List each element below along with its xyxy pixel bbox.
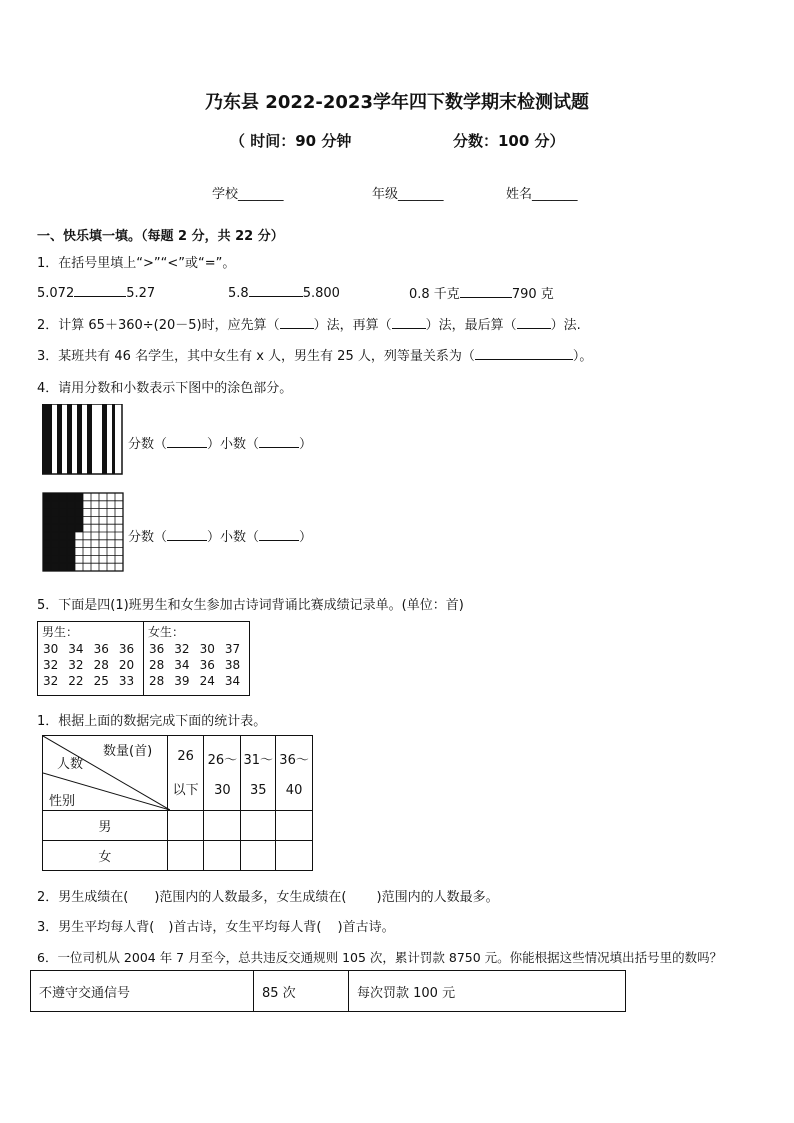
q5-sub2-part-b: )范围内的人数最多，女生成绩在(: [154, 890, 347, 905]
q2-line: [37, 314, 581, 333]
q1-item-1-right: 5.27: [126, 286, 156, 301]
score-cell: 33: [118, 674, 135, 688]
score-cell: 36: [118, 642, 135, 656]
q5-sub3-part-b: )首古诗，女生平均每人背(: [168, 920, 322, 935]
stripe-shaded: [67, 404, 72, 474]
stripe-shaded: [87, 404, 92, 474]
stripe-shaded: [42, 404, 52, 474]
table-row: [144, 641, 245, 657]
answer-cell[interactable]: [241, 811, 276, 841]
table-row: [38, 673, 139, 689]
q4-text: 4．请用分数和小数表示下图中的涂色部分。: [37, 381, 293, 396]
q4-row1-decimal-label: ）小数（: [207, 437, 260, 452]
q2-blank-1[interactable]: [280, 315, 314, 329]
q1-item-3: [409, 283, 554, 302]
page-title: 乃东县 2022-2023学年四下数学期末检测试题: [205, 92, 589, 113]
score-cell: 25: [93, 674, 109, 688]
q4-row2: [128, 526, 312, 545]
q1-blank-3[interactable]: [460, 284, 512, 298]
score-cell: 22: [68, 674, 84, 688]
q1-item-2-left: 5.8: [228, 286, 249, 301]
q2-part-b: ）法，再算（: [313, 318, 392, 333]
q1-item-3-right: 790 克: [511, 287, 554, 302]
range-header: [241, 736, 276, 811]
q5-sub2-part-c: )范围内的人数最多。: [376, 890, 499, 905]
score-cell: 28: [149, 658, 165, 672]
answer-cell[interactable]: [204, 841, 241, 871]
score-cell: 34: [224, 674, 241, 688]
header-gender: 性别: [49, 794, 76, 809]
q1-item-2-right: 5.800: [302, 286, 340, 301]
answer-cell[interactable]: [276, 811, 313, 841]
header-count: 数量(首): [103, 744, 153, 759]
q2-part-d: ）法.: [550, 318, 581, 333]
score-cell: 36: [93, 642, 109, 656]
score-cell: 32: [174, 642, 190, 656]
row-label-girls: 女: [43, 841, 168, 871]
exam-score: 分数：100 分）: [453, 132, 565, 150]
range-header-line1: 36～: [279, 752, 309, 768]
q6-text: 6．一位司机从 2004 年 7 月至今，总共违反交通规则 105 次，累计罚款 8750 元。你能根据这些情况填出括号里的数吗？: [37, 950, 723, 965]
score-cell: 30: [43, 642, 59, 656]
grid-shaded-partial: [75, 493, 83, 532]
stripe-shaded: [112, 404, 115, 474]
score-cell: 28: [93, 658, 109, 672]
score-cell: 32: [43, 674, 59, 688]
score-cell: 34: [174, 658, 190, 672]
header-people: 人数: [57, 757, 84, 772]
violation-count-cell: 85 次: [254, 971, 349, 1012]
statistics-table: [42, 735, 313, 871]
score-cell: 36: [199, 658, 215, 672]
q4-row2-decimal-label: ）小数（: [207, 530, 260, 545]
stripe-shaded: [57, 404, 62, 474]
answer-cell[interactable]: [204, 811, 241, 841]
table-row: [43, 841, 313, 871]
grid-figure: [42, 492, 126, 574]
q4-row2-end: ）: [299, 530, 313, 545]
score-cell: 37: [224, 642, 241, 656]
q3-blank[interactable]: [475, 346, 573, 360]
violation-table: [30, 970, 626, 1012]
table-row: [31, 971, 626, 1012]
score-cell: 34: [68, 642, 84, 656]
q1-item-3-left: 0.8 千克: [409, 287, 460, 302]
answer-cell[interactable]: [241, 841, 276, 871]
exam-time: （ 时间：90 分钟: [230, 132, 352, 150]
q4-row1-fraction-blank[interactable]: [167, 434, 207, 448]
range-header: [167, 736, 204, 811]
range-header: [276, 736, 313, 811]
q5-sub3-part-c: )首古诗。: [337, 920, 395, 935]
girls-score-table: [144, 641, 245, 689]
table-row: [144, 657, 245, 673]
range-header-line1: 26: [177, 748, 194, 764]
answer-cell[interactable]: [167, 841, 204, 871]
q1-item-1-left: 5.072: [37, 286, 75, 301]
q5-sub3-part-a: 3．男生平均每人背(: [37, 920, 155, 935]
q1-blank-1[interactable]: [74, 283, 126, 297]
score-cell: 36: [149, 642, 165, 656]
q5-text: 5．下面是四(1)班男生和女生参加古诗词背诵比赛成绩记录单。(单位：首): [37, 598, 464, 613]
boys-label: 男生：: [42, 625, 79, 639]
boys-score-box: [37, 621, 144, 696]
score-cell: 39: [174, 674, 190, 688]
diagonal-header-cell: [43, 736, 168, 811]
range-header-line1: 26～: [207, 752, 238, 768]
girls-score-box: [143, 621, 250, 696]
boys-score-table: [38, 641, 139, 689]
answer-cell[interactable]: [167, 811, 204, 841]
q4-row1-end: ）: [299, 437, 313, 452]
q5-sub2-part-a: 2．男生成绩在(: [37, 890, 129, 905]
q4-row2-fraction-blank[interactable]: [167, 527, 207, 541]
q4-row1-fraction-label: 分数（: [128, 437, 168, 452]
table-row: [43, 811, 313, 841]
q2-part-a: 2．计算 65＋360÷(20－5)时，应先算（: [37, 318, 280, 333]
table-row: [43, 736, 313, 811]
stripe-shaded: [77, 404, 82, 474]
q4-row1: [128, 433, 312, 452]
q4-row2-decimal-blank[interactable]: [259, 527, 299, 541]
girls-label: 女生：: [148, 625, 185, 639]
score-cell: 28: [149, 674, 165, 688]
score-cell: 32: [68, 658, 84, 672]
q1-text: 1．在括号里填上“>”“<”或“=”。: [37, 256, 236, 271]
row-label-boys: 男: [43, 811, 168, 841]
table-row: [144, 673, 245, 689]
score-cell: 20: [118, 658, 135, 672]
stripe-shaded: [102, 404, 107, 474]
range-header-line1: 31～: [243, 752, 273, 768]
q3-part-b: ）。: [572, 349, 593, 364]
range-header-line2: 30: [214, 782, 231, 798]
violation-type-cell: 不遵守交通信号: [31, 971, 254, 1012]
range-header-line2: 35: [249, 782, 267, 798]
range-header: [204, 736, 241, 811]
range-header-line2: 以下: [172, 782, 199, 798]
table-row: [38, 657, 139, 673]
q5-sub2: [37, 886, 499, 905]
striped-figure: [42, 404, 124, 476]
q3-part-a: 3．某班共有 46 名学生，其中女生有 x 人，男生有 25 人，列等量关系为（: [37, 349, 475, 364]
name-field: 姓名_______: [506, 187, 578, 202]
score-cell: 24: [199, 674, 215, 688]
q2-part-c: ）法，最后算（: [425, 318, 517, 333]
section-heading: 一、快乐填一填。（每题 2 分，共 22 分）: [37, 229, 284, 244]
table-row: [38, 641, 139, 657]
answer-cell[interactable]: [276, 841, 313, 871]
q3-line: [37, 345, 592, 364]
violation-fine-cell: 每次罚款 100 元: [349, 971, 626, 1012]
q4-row2-fraction-label: 分数（: [128, 530, 168, 545]
score-cell: 30: [199, 642, 215, 656]
q2-blank-2[interactable]: [392, 315, 426, 329]
q2-blank-3[interactable]: [517, 315, 551, 329]
score-cell: 32: [43, 658, 59, 672]
q1-item-1: [37, 283, 155, 301]
q5-sub3: [37, 916, 395, 935]
q4-row1-decimal-blank[interactable]: [259, 434, 299, 448]
q1-blank-2[interactable]: [249, 283, 303, 297]
range-header-line2: 40: [285, 782, 303, 798]
q5-sub1: 1．根据上面的数据完成下面的统计表。: [37, 714, 267, 729]
grade-field: 年级_______: [372, 187, 444, 202]
q1-item-2: [228, 283, 340, 301]
school-field: 学校_______: [212, 187, 284, 202]
score-cell: 38: [224, 658, 241, 672]
